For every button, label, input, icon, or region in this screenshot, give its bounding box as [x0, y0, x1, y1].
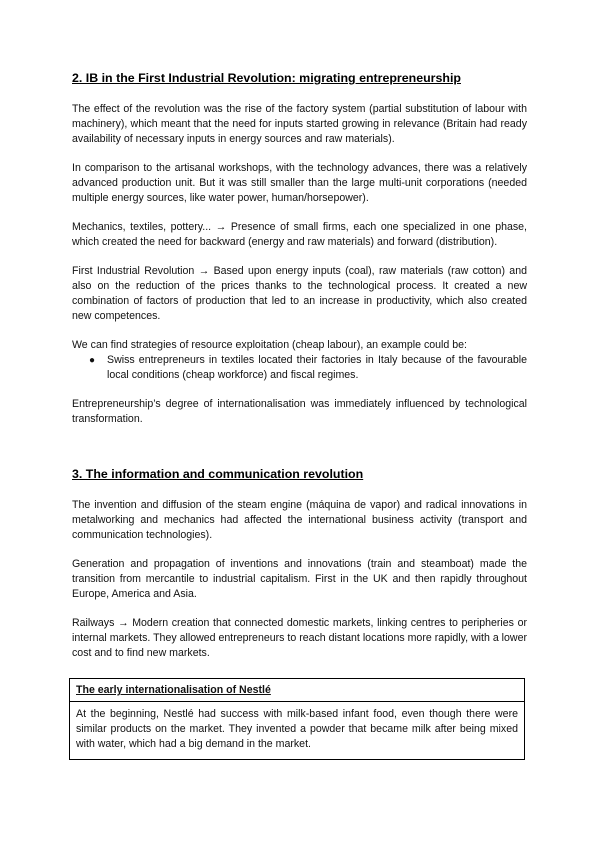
section-2-paragraph: In comparison to the artisanal workshops, with the technology advances, there was a relatively advanced production unit. But it was still smaller than the large multi-unit corporations (needed multiple energy sources, like water power, human/horsepower). [72, 162, 527, 204]
list-item-text: Swiss entrepreneurs in textiles located their factories in Italy because of the favourable local conditions (cheap workforce) and fiscal regimes. [107, 354, 527, 381]
section-2-paragraph: First Industrial Revolution → Based upon energy inputs (coal), raw materials (raw cotton) and also on the reduction of the prices thanks to the technological process. It created a new combination of factors of production that led to an increase in productivity, which also created new competences. [72, 265, 527, 322]
section-2-heading: 2. IB in the First Industrial Revolution: migrating entrepreneurship [72, 71, 461, 85]
section-2-paragraph: Mechanics, textiles, pottery... → Presence of small firms, each one specialized in one phase, which created the need for backward (energy and raw materials) and forward (distribution). [72, 221, 527, 248]
nestle-case-box [69, 678, 525, 760]
section-2-closing: Entrepreneurship’s degree of internationalisation was immediately influenced by technological transformation. [72, 398, 527, 425]
section-3-heading: 3. The information and communication revolution [72, 467, 364, 481]
box-text: At the beginning, Nestlé had success with milk-based infant food, even though there were similar products on the market. They invented a powder that became milk after being mixed with water, which had a big demand in the market. [76, 708, 518, 750]
section-3 [72, 466, 527, 661]
section-2-paragraph: The effect of the revolution was the rise of the factory system (partial substitution of labour with machinery), which meant that the need for inputs started growing in relevance (Britain had ready availability of necessary inputs in energy sources and raw materials). [72, 103, 527, 145]
section-3-paragraph: The invention and diffusion of the steam engine (máquina de vapor) and radical innovations in metalworking and mechanics had affected the international business activity (transport and communication technologies). [72, 499, 527, 541]
section-2 [72, 70, 527, 427]
list-item [87, 353, 527, 383]
section-3-paragraph: Railways → Modern creation that connected domestic markets, linking centres to peripheries or internal markets. They allowed entrepreneurs to reach distant locations more rapidly, with a lower cost and to find new markets. [72, 617, 527, 659]
bullet-list [72, 353, 527, 383]
box-body [70, 702, 524, 759]
box-title: The early internationalisation of Nestlé [70, 679, 524, 702]
section-2-paragraph: We can find strategies of resource exploitation (cheap labour), an example could be: [72, 339, 467, 351]
section-3-paragraph: Generation and propagation of inventions and innovations (train and steamboat) made the transition from mercantile to industrial capitalism. First in the UK and then rapidly throughout Europe, America and Asia. [72, 558, 527, 600]
bullet-icon: ● [89, 355, 96, 366]
